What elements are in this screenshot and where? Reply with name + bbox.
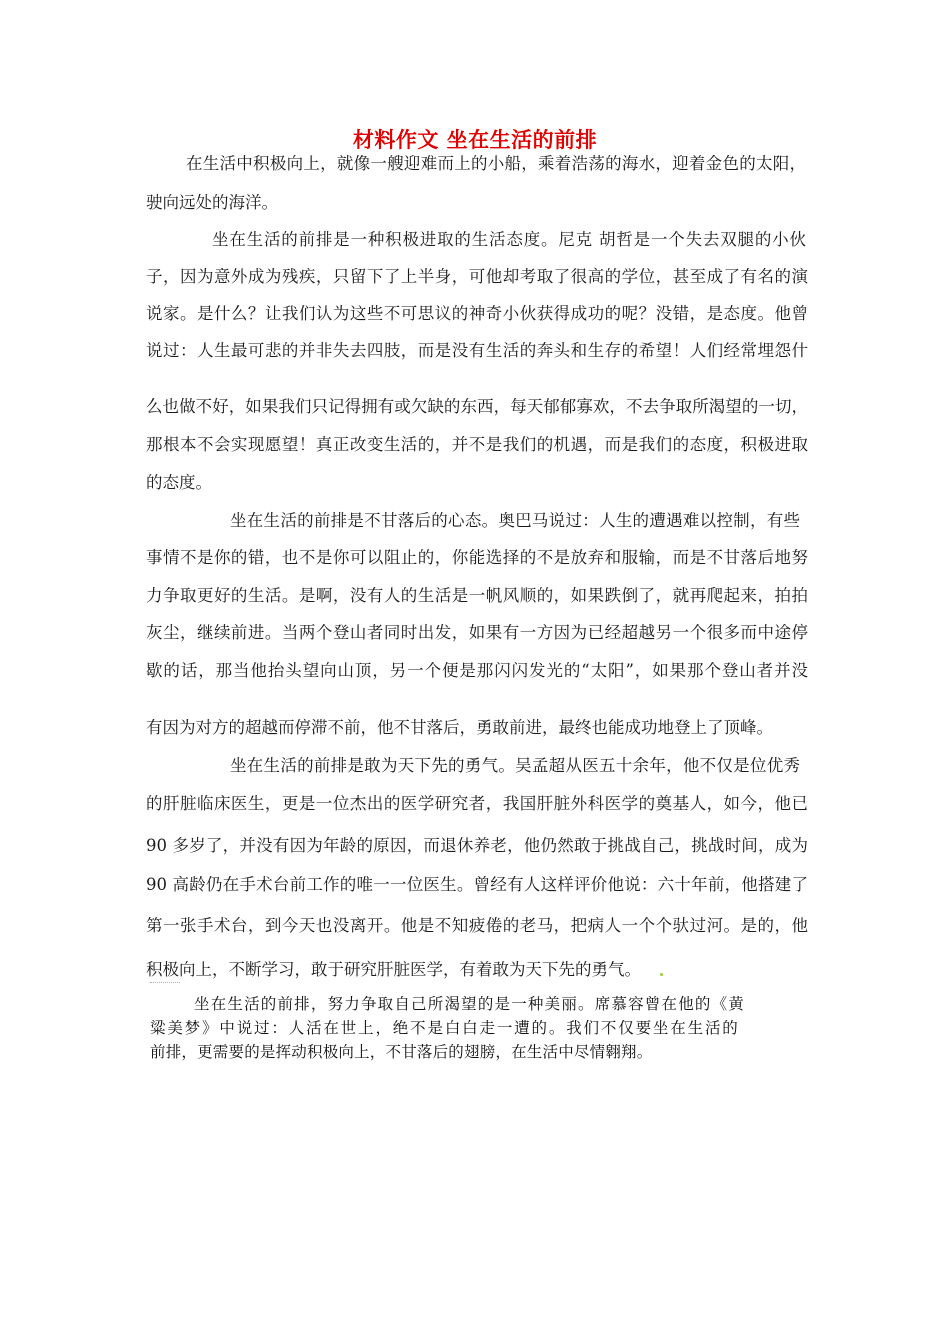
embedded-text-image [150, 990, 750, 1070]
paragraph-2-line-6: 那根本不会实现愿望！真正改变生活的，并不是我们的机遇，而是我们的态度，积极进取 [146, 435, 808, 454]
image-line-2: 粱美梦》中说过：人活在世上，绝不是白白走一遭的。我们不仅要坐在生活的 [150, 1019, 738, 1037]
image-line-1: 坐在生活的前排，努力争取自己所渴望的是一种美丽。席慕容曾在他的《黄 [194, 995, 744, 1013]
paragraph-3-line-6: 有因为对方的超越而停滞不前，他不甘落后，勇敢前进，最终也能成功地登上了顶峰。 [146, 718, 773, 737]
paragraph-3-line-5: 歇的话，那当他抬头望向山顶，另一个便是那闪闪发光的“太阳”，如果那个登山者并没 [146, 661, 808, 680]
paragraph-2-line-4: 说过：人生最可悲的并非失去四肢，而是没有生活的奔头和生存的希望！人们经常埋怨什 [146, 341, 808, 360]
paragraph-1-line-2: 驶向远处的海洋。 [146, 193, 278, 212]
paragraph-2-line-3: 说家。是什么？让我们认为这些不可思议的神奇小伙获得成功的呢？没错，是态度。他曾 [146, 304, 808, 323]
paragraph-2-line-1: 坐在生活的前排是一种积极进取的生活态度。尼克 胡哲是一个失去双腿的小伙 [212, 230, 806, 249]
paragraph-4-line-2: 的肝脏临床医生，更是一位杰出的医学研究者，我国肝脏外科医学的奠基人，如今，他已 [146, 794, 808, 813]
paragraph-4-line-4: 90 高龄仍在手术台前工作的唯一一位医生。曾经有人这样评价他说：六十年前，他搭建了 [146, 875, 808, 894]
paragraph-3-line-1: 坐在生活的前排是不甘落后的心态。奥巴马说过：人生的遭遇难以控制，有些 [230, 511, 800, 530]
paragraph-2-line-2: 子，因为意外成为残疾，只留下了上半身，可他却考取了很高的学位，甚至成了有名的演 [146, 267, 808, 286]
paragraph-4-line-1: 坐在生活的前排是敢为天下先的勇气。吴孟超从医五十余年，他不仅是位优秀 [230, 756, 800, 775]
paragraph-4-line-3: 90 多岁了，并没有因为年龄的原因，而退休养老，他仍然敢于挑战自己，挑战时间，成为 [146, 836, 808, 855]
image-line-3: 前排，更需要的是挥动积极向上，不甘落后的翅膀，在生活中尽情翱翔。 [150, 1043, 653, 1061]
paragraph-3-line-2: 事情不是你的错，也不是你可以阻止的，你能选择的不是放弃和服输，而是不甘落后地努 [146, 548, 808, 567]
paragraph-2-line-7: 的态度。 [146, 473, 212, 492]
paragraph-4-line-5: 第一张手术台，到今天也没离开。他是不知疲倦的老马，把病人一个个驮过河。是的，他 [146, 916, 808, 935]
paragraph-3-line-3: 力争取更好的生活。是啊，没有人的生活是一帆风顺的，如果跌倒了，就再爬起来，拍拍 [146, 586, 808, 605]
marker-dot [660, 973, 663, 976]
document-title: 材料作文 坐在生活的前排 [352, 128, 598, 152]
paragraph-4-line-6: 积极向上，不断学习，敢于研究肝脏医学，有着敢为天下先的勇气。 [146, 960, 641, 979]
paragraph-2-line-5: 么也做不好，如果我们只记得拥有或欠缺的东西，每天郁郁寡欢，不去争取所渴望的一切， [146, 397, 808, 416]
dotted-marker [150, 982, 180, 985]
paragraph-1-line-1: 在生活中积极向上，就像一艘迎难而上的小船，乘着浩荡的海水，迎着金色的太阳， [186, 154, 806, 173]
paragraph-3-line-4: 灰尘，继续前进。当两个登山者同时出发，如果有一方因为已经超越另一个很多而中途停 [146, 623, 808, 642]
